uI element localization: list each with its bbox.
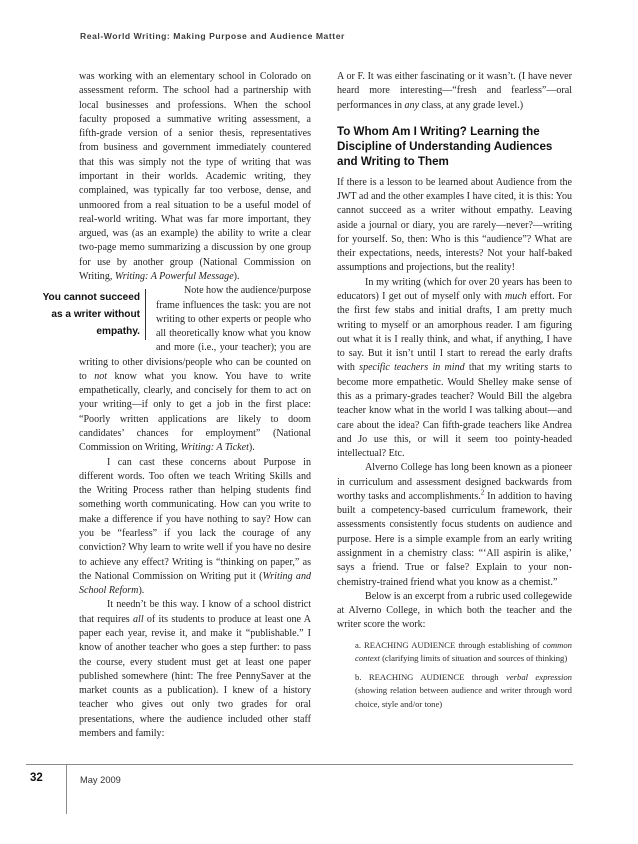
- left-column: [42, 70, 311, 741]
- rubric-item: b. REACHING AUDIENCE through verbal expression (showing relation between audience and writer through word choice, style and/or tone): [355, 672, 572, 709]
- rubric-item: a. REACHING AUDIENCE through establishing of common context (clarifying limits of situation and sources of thinking): [355, 639, 572, 663]
- issue-date: May 2009: [80, 775, 121, 785]
- paragraph: You cannot succeed as a writer without empathy. Note how the audience/purpose frame influences the task: you are not writing to other experts or people who all theoretically know what you know and more (i.e., your teacher); you are writing to other divisions/people who can be counted on to not know what you know. You have to write empathetically, clearly, and concisely for them to act on your writing—if only to get a job in the first place: “Poorly written applications are likely to doom candidates’ chances for employment” (National Commission on Writing, Writing: A Ticket).: [79, 284, 311, 455]
- paragraph: A or F. It was either fascinating or it wasn’t. (I have never heard more interesting—“fresh and fearless”—oral performances in any class, at any grade level.): [337, 71, 572, 111]
- paragraph: Alverno College has long been known as a pioneer in curriculum and assessment designed backwards from worthy tasks and accomplishments.$^2$ In addition to having built a competency-based curriculum framework, their assessments consistently focus students on audience and purpose. Here is a simple example from an early writing assignment in a chemistry class: “‘All aspirin is alike,’ says a friend. True or false? Explain to your non-chemistry-trained friend what you know as a chemist.”: [337, 462, 572, 588]
- section-heading: To Whom Am I Writing? Learning the Discipline of Understanding Audiences and Writing to Them: [337, 124, 553, 169]
- paragraph: In my writing (which for over 20 years has been to educators) I get out of myself only with much effort. For the first few stabs and initial drafts, I am pretty much writing to myself or an amorphous reader. I am figuring out what it is I really think, and what, if anything, I have to say. But it isn’t until I start to reread the early drafts with specific teachers in mind that my writing starts to become more empathetic. Would Shelley make sense of this as a primary-grades teacher? Would Bill the algebra teacher know what in the world I was talking about—and care about the idea? Can fifth-grade teachers like Andrea and Jo use this, or will it seem too pointy-headed intellectual? Etc.: [337, 276, 573, 460]
- paragraph: It needn’t be this way. I know of a school district that requires all of its students to produce at least one A paper each year, revise it, and make it “publishable.” I know of another teacher who goes a step further: to pass the course, every student must get at least one paper published somewhere (hint: The free PennySaver at the market counts as a publication). I knew of a history teacher who gives out only two grades for oral presentations, where the audience included other staff members and family:: [79, 599, 311, 739]
- footer-divider: [66, 764, 67, 814]
- rubric-excerpt: [355, 639, 572, 711]
- paragraph: Below is an excerpt from a rubric used collegewide at Alverno College, in which both the teacher and the writer score the work:: [337, 590, 573, 631]
- footer-rule: [26, 764, 573, 765]
- page-number: 32: [30, 772, 43, 784]
- running-header: Real-World Writing: Making Purpose and Audience Matter: [80, 31, 345, 41]
- paragraph: If there is a lesson to be learned about Audience from the JWT ad and the other examples I have cited, it is this: You cannot succeed as a writer without empathy. Leaving aside a journal or diary, you are rarely—never?—writing for yourself. So, then: Who is this “audience”? What are their expectations, needs, interests? Not your half-baked assumptions and projections, but the reality!: [337, 176, 572, 274]
- paragraph: was working with an elementary school in Colorado on assessment reform. The school had a partnership with local businesses and professions. When the school faculty proposed a summative writing assessment, a fifth-grade version of a senior thesis, representatives from business and government immediately countered that this was simply not the type of writing that was important in their worlds. Academic writing, they complained, was typically far too verbose, dense, and unmoored from a real situation to be a useful model of real-world writing. What was far more important, they argued, was (as an example) the ability to write a clear two-page memo summarizing a discussion by one group for use by another group (National Commission on Writing, Writing: A Powerful Message).: [79, 71, 311, 282]
- right-column: [337, 70, 572, 717]
- paragraph: I can cast these concerns about Purpose in different words. Too often we teach Writing Skills and the Writing Process rather than helping students find something worth communicating. How can you write to make a difference if you have nothing to say? How can you be “fearless” if you lack the courage of any conviction? Why learn to write well if you have no desire to achieve any effect? Writing is “thinking on paper,” as the National Commission on Writing put it (Writing and School Reform).: [79, 456, 311, 597]
- pull-quote: You cannot succeed as a writer without empathy.: [34, 289, 146, 340]
